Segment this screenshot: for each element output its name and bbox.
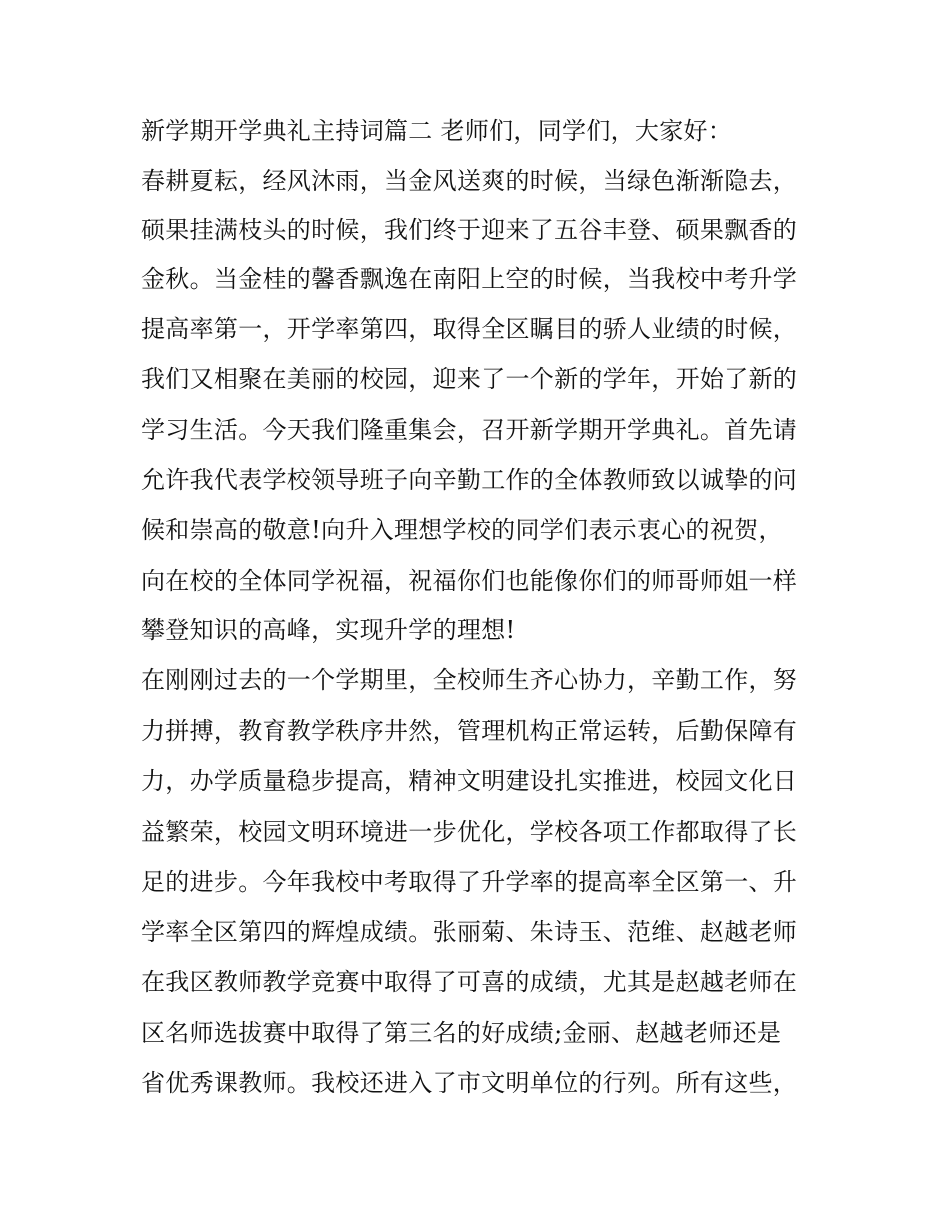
text-line: 学率全区第四的辉煌成绩。张丽菊、朱诗玉、范维、赵越老师 — [141, 918, 798, 946]
text-line: 在刚刚过去的一个学期里，全校师生齐心协力，辛勤工作，努 — [141, 666, 798, 694]
text-line: 向在校的全体同学祝福，祝福你们也能像你们的师哥师姐一样 — [141, 567, 798, 595]
text-line: 在我区教师教学竞赛中取得了可喜的成绩，尤其是赵越老师在 — [141, 968, 798, 996]
text-line: 学习生活。今天我们隆重集会，召开新学期开学典礼。首先请 — [141, 416, 798, 444]
text-line: 候和崇高的敬意!向升入理想学校的同学们表示衷心的祝贺， — [141, 516, 783, 544]
text-line: 省优秀课教师。我校还进入了市文明单位的行列。所有这些， — [141, 1069, 798, 1097]
text-line: 允许我代表学校领导班子向辛勤工作的全体教师致以诚挚的问 — [141, 466, 798, 494]
text-line: 力拼搏，教育教学秩序井然，管理机构正常运转，后勤保障有 — [141, 717, 798, 745]
text-line: 金秋。当金桂的馨香飘逸在南阳上空的时候，当我校中考升学 — [141, 265, 798, 293]
text-line: 硕果挂满枝头的时候，我们终于迎来了五谷丰登、硕果飘香的 — [141, 216, 798, 244]
text-line: 春耕夏耘，经风沐雨，当金风送爽的时候，当绿色渐渐隐去， — [141, 167, 798, 195]
text-line: 提高率第一，开学率第四，取得全区瞩目的骄人业绩的时候， — [141, 315, 798, 343]
text-line: 新学期开学典礼主持词篇二 老师们，同学们，大家好： — [141, 117, 733, 145]
text-line: 足的进步。今年我校中考取得了升学率的提高率全区第一、升 — [141, 868, 798, 896]
text-line: 我们又相聚在美丽的校园，迎来了一个新的学年，开始了新的 — [141, 365, 798, 393]
text-line: 区名师选拔赛中取得了第三名的好成绩;金丽、赵越老师还是 — [141, 1019, 782, 1047]
text-line: 益繁荣，校园文明环境进一步优化，学校各项工作都取得了长 — [141, 818, 798, 846]
text-line: 力，办学质量稳步提高，精神文明建设扎实推进，校园文化日 — [141, 767, 798, 795]
text-line: 攀登知识的高峰，实现升学的理想! — [141, 616, 516, 644]
